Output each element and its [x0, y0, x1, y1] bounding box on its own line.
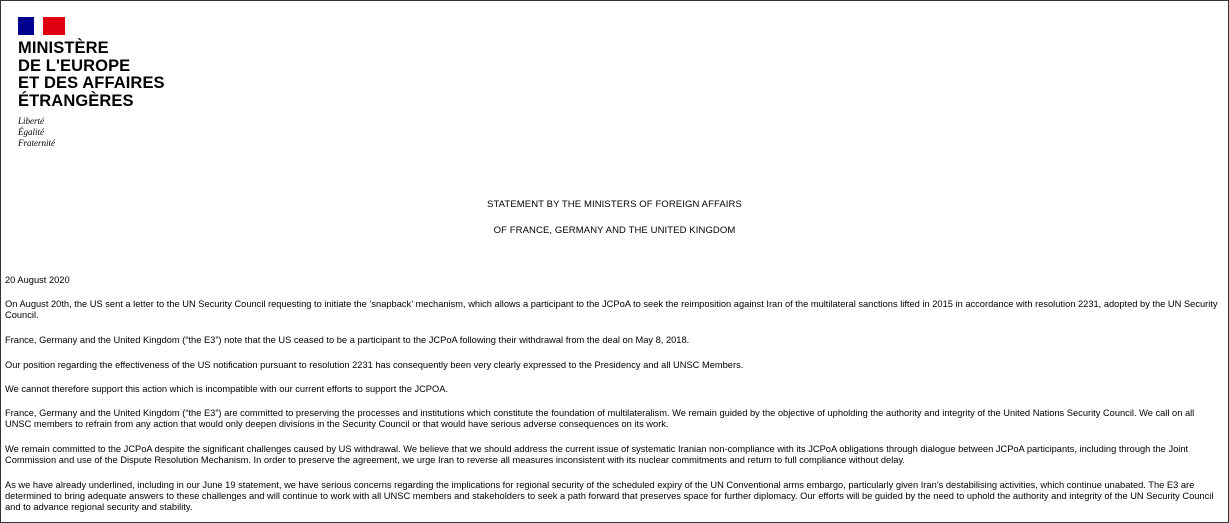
- motto-line: Liberté: [18, 116, 44, 126]
- paragraph: France, Germany and the United Kingdom (“the E3”) are committed to preserving the processes and institutions which constitute the foundation of multilateralism. We remain guided by the objective of upholding the authority and integrity of the United Nations Security Council. We call on all UNSC members to refrain from any action that would only deepen divisions in the Security Council or that would have serious adverse consequences on its work.: [5, 408, 1195, 430]
- ministry-name-line: MINISTÈRE: [18, 39, 109, 57]
- ministry-name-line: ET DES AFFAIRES: [18, 74, 165, 92]
- statement-title-line-1: STATEMENT BY THE MINISTERS OF FOREIGN AFFAIRS: [487, 199, 742, 210]
- motto-line: Égalité: [18, 127, 44, 137]
- ministry-name-line: ÉTRANGÈRES: [18, 91, 134, 110]
- motto-line: Fraternité: [18, 138, 55, 148]
- ministry-logo: [18, 17, 165, 149]
- paragraph: As we have already underlined, including in our June 19 statement, we have serious concerns regarding the implications for regional security of the scheduled expiry of the UN Conventional arms embargo, particularly given Iran’s destabilising activities, which continue unabated. The E3 are determined to bring adequate answers to these challenges and will continue to work with all UNSC members and stakeholders to seek a path forward that preserves space for further diplomacy. Our efforts will be guided by the need to uphold the authority and integrity of the UN Security Council and to advance regional security and stability.: [5, 480, 1214, 513]
- paragraph: We remain committed to the JCPoA despite the significant challenges caused by US withdrawal. We believe that we should address the current issue of systematic Iranian non-compliance with its JCPoA obligations through dialogue between JCPoA participants, including through the Joint Commission and use of the Dispute Resolution Mechanism. In order to preserve the agreement, we urge Iran to reverse all measures inconsistent with its nuclear commitments and return to full compliance without delay.: [5, 444, 1189, 466]
- ministry-name-line: DE L'EUROPE: [18, 56, 131, 75]
- paragraph: France, Germany and the United Kingdom (“the E3”) note that the US ceased to be a participant to the JCPoA following their withdrawal from the deal on May 8, 2018.: [5, 335, 690, 345]
- statement-date: 20 August 2020: [5, 275, 70, 285]
- french-flag-icon: [18, 17, 65, 35]
- ministry-name: [18, 40, 165, 110]
- paragraph: On August 20th, the US sent a letter to the UN Security Council requesting to initiate the ‘snapback’ mechanism, which allows a participant to the JCPoA to seek the reimposition against Iran of the multilateral sanctions lifted in 2015 in accordance with resolution 2231, adopted by the UN Security Council.: [5, 299, 1218, 321]
- paragraph: We cannot therefore support this action which is incompatible with our current efforts to support the JCPOA.: [5, 384, 449, 394]
- statement-title-line-2: OF FRANCE, GERMANY AND THE UNITED KINGDOM: [493, 225, 736, 236]
- republic-motto: [18, 116, 165, 149]
- paragraph: Our position regarding the effectiveness of the US notification pursuant to resolution 2231 has consequently been very clearly expressed to the Presidency and all UNSC Members.: [5, 360, 744, 370]
